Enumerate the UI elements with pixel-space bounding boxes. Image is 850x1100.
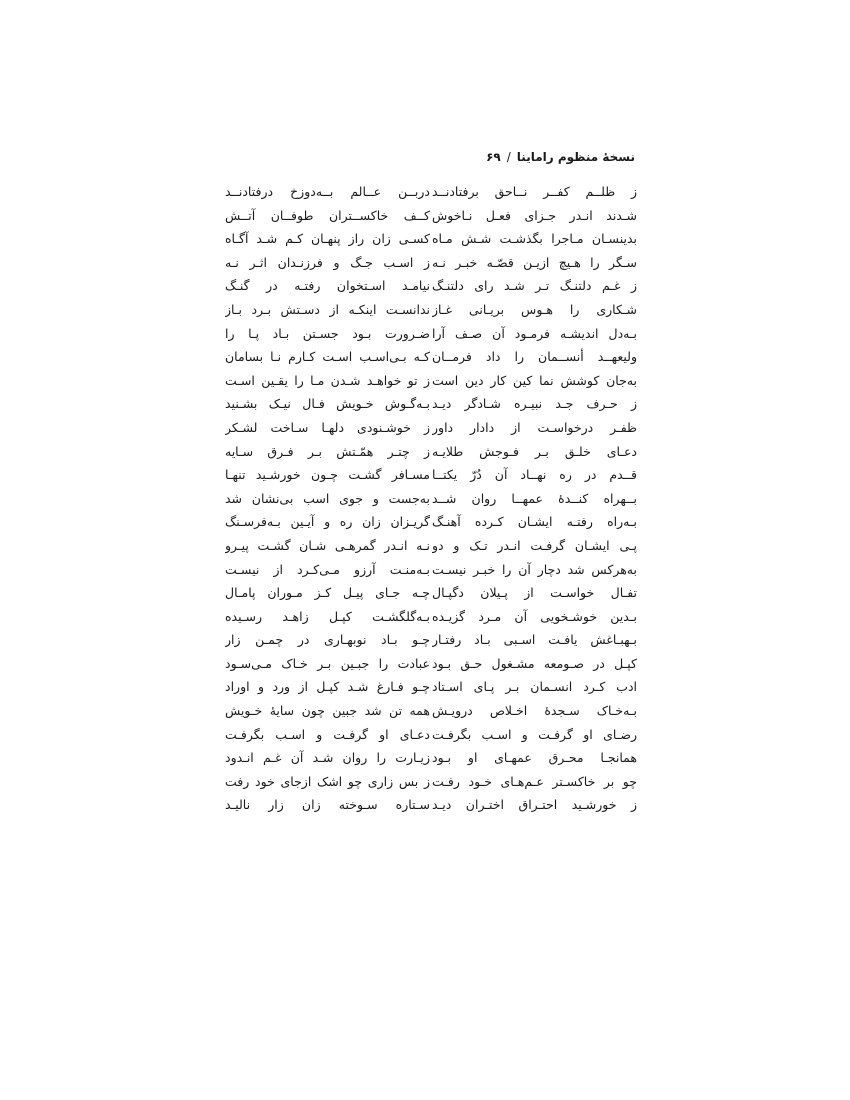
verse-line: ولیعهــد أنســمان را داد فرمــان bbox=[432, 349, 637, 365]
verse-line: چـو بـاد نوبهـاری در چمـن زار bbox=[225, 632, 430, 648]
verse-line: زیـارت را روان شـد آن غـم انـدود bbox=[225, 750, 430, 766]
verse-line: تفـال خواسـت از پـیلان دگپـال bbox=[432, 585, 637, 601]
page-number: ۶۹ bbox=[486, 150, 501, 164]
verse-line: گریـزان زان ره و آیـین بـه‌فرسـنگ bbox=[225, 514, 430, 530]
verse-line: ندانسـت اینکـه از دسـتش بـرد بـاز bbox=[225, 301, 430, 317]
verse-line: دعـای خلـق بـر فـوجش طلایـه bbox=[432, 443, 637, 459]
verse-line: همه تن شد جبین چون سایهٔ خـویش bbox=[225, 703, 430, 719]
verse-line: بـه‌دل اندیشـه فرمـود آن صـف آرا bbox=[432, 325, 637, 341]
verse-line: به‌جان کوشش نما کین کار دین است bbox=[432, 372, 637, 388]
verse-line: بدینسـان مـاجرا بگذشـت شـش مـاه bbox=[432, 231, 637, 247]
verse-line: کسـی زان راز پنهـان کـم شـد آگـاه bbox=[225, 231, 430, 247]
verse-line: چـه جـای پیـل کـز مـوران پامـال bbox=[225, 585, 430, 601]
verse-line: ز غـم دلتنـگ تـر شـد رای دلتنـگ bbox=[432, 278, 637, 294]
verse-line: شـدند انـدر جـزای فعـل نـاخوش bbox=[432, 207, 637, 223]
verse-line: ز حـرف جـد نبیـره شـادگر دیـد bbox=[432, 396, 637, 412]
verse-line: همانجـا محـرق عمهـای او بـود bbox=[432, 750, 637, 766]
verse-line: بـهبـاغش یافـت اسـبی بـاد رفتـار bbox=[432, 632, 637, 648]
running-header bbox=[225, 150, 635, 170]
verse-line: پـی ایشـان گرفـت انـدر تـک و دو bbox=[432, 537, 637, 553]
verse-line: ظفـر درخواسـت از دادار داور bbox=[432, 419, 637, 435]
verse-line: رضـای او گرفـت و اسـب بگرفـت bbox=[432, 726, 637, 742]
verse-line: ز چتـر همّـتش بـر فـرق سـایه bbox=[225, 443, 430, 459]
verse-line: بـه‌خـاک سـجدهٔ اخـلاص درویـش bbox=[432, 703, 637, 719]
verse-line: ز خوشـنودی دلهـا سـاخت لشـکر bbox=[225, 419, 430, 435]
verse-line: کــف خاکســتران طوفــان آتــش bbox=[225, 207, 430, 223]
verse-line: دربــن عــالم بــه‌دوزخ درفتادنــد bbox=[225, 184, 430, 199]
verse-line: کـه بـی‌اسـب اسـت کـارم نـا بسامان bbox=[225, 349, 430, 365]
verse-line: بــهراه کنــدهٔ عمهــا روان شــد bbox=[432, 490, 637, 506]
verse-line: ز خورشـید احتـراق اختـران دیـد bbox=[432, 797, 637, 813]
verse-line: نیامـد اسـتخوان رفتـه در گنـگ bbox=[225, 278, 430, 294]
poem-column-left bbox=[225, 180, 430, 817]
verse-line: چـو فـارغ شـد کپـل از ورد و اوراد bbox=[225, 679, 430, 695]
verse-line: دعـای او گرفـت و اسـب بگرفـت bbox=[225, 726, 430, 742]
verse-line: ز ظلــم کفــر نــاحق برفتادنــد bbox=[432, 184, 637, 199]
verse-line: بـه‌منـت آرزو مـی‌کـرد از نیسـت bbox=[225, 561, 430, 577]
verse-line: بـدین خوشـخویی آن مـرد گزیـده bbox=[432, 608, 637, 624]
verse-line: قــدم در ره نهــاد آن دُرّ یکتــا bbox=[432, 467, 637, 483]
verse-line: ادب کـرد انسـمان بـر پـای اسـتاد bbox=[432, 679, 637, 695]
verse-line: نـه انـدر گمرهـی شـان گشـت پیـرو bbox=[225, 537, 430, 553]
verse-line: ز تو خواهـد شـدن مـا را یقـین اسـت bbox=[225, 372, 430, 388]
verse-line: شـکاری را هـوس بریـانی غـاز bbox=[432, 301, 637, 317]
verse-line: بـه‌گلگشـت کپـل زاهـد رسـیده bbox=[225, 608, 430, 624]
verse-line: کپـل در صـومعه مشـغول حـق بـود bbox=[432, 655, 637, 671]
verse-line: به‌هرکس شد دچار آن را خبـر نیسـت bbox=[432, 561, 637, 577]
verse-line: بـه‌گـوش خـویش فـال نیـک بشـنید bbox=[225, 396, 430, 412]
verse-line: بـه‌راه رفتـه ایشـان کـرده آهنـگ bbox=[432, 514, 637, 530]
verse-line: ز اسـب جـگ و فرزنـدان اثـر نـه bbox=[225, 254, 430, 270]
header-separator: / bbox=[506, 150, 511, 164]
verse-line: به‌جست و جوی اسب بی‌نشان شد bbox=[225, 490, 430, 506]
verse-line: سـگر را هـیچ ازیـن قصّـه خبـر نـه bbox=[432, 254, 637, 270]
verse-line: مسـافر گشـت چـون خورشـید تنهـا bbox=[225, 467, 430, 483]
verse-line: ز بس زاری چو اشک ازجای خود رفت bbox=[225, 773, 430, 789]
verse-line: ضـرورت بـود جسـتن بـاد پـا را bbox=[225, 325, 430, 341]
poem-column-right bbox=[432, 180, 637, 817]
book-title: نسخهٔ منظوم راماینا bbox=[516, 150, 635, 164]
verse-line: سـتاره سـوخته زان زار نالیـد bbox=[225, 797, 430, 813]
verse-line: چو بر خاکسـتر عـم‌هـای خـود رفـت bbox=[432, 773, 637, 789]
verse-line: عبادت را جبـین بـر خـاک مـی‌سـود bbox=[225, 655, 430, 671]
